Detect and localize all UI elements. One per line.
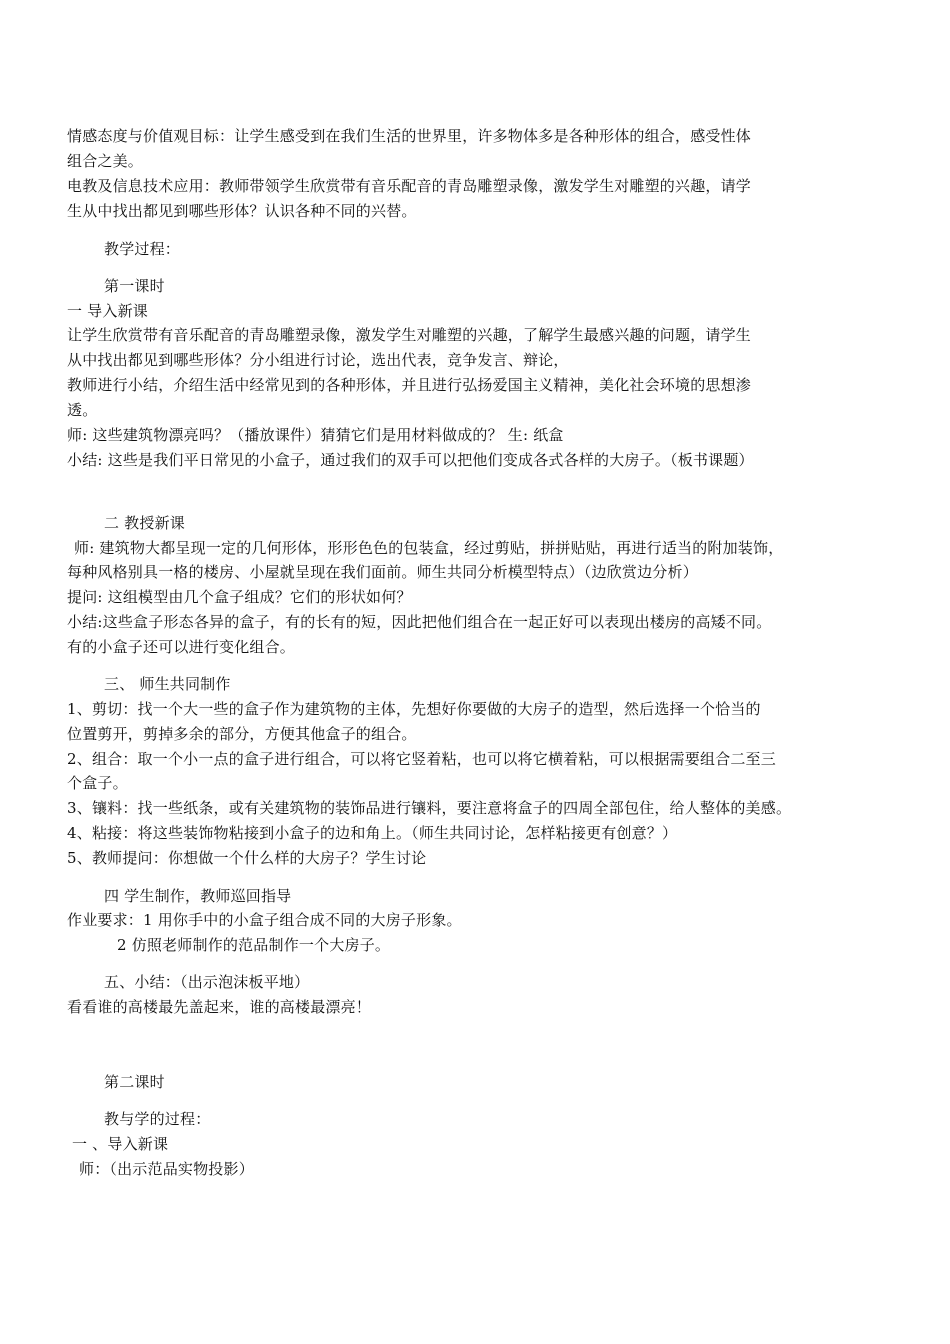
tech-line-1: 电教及信息技术应用：教师带领学生欣赏带有音乐配音的青岛雕塑录像，激发学生对雕塑的兴趣，请学 (67, 177, 752, 195)
make-step-2b: 个盒子。 (67, 774, 128, 792)
teach-summary-1: 小结:这些盒子形态各异的盒子，有的长有的短，因此把他们组合在一起正好可以表现出楼房的高矮不同。 (67, 613, 772, 631)
objective-line-2: 组合之美。 (67, 152, 144, 170)
make-step-3: 3、镶料：找一些纸条，或有关建筑物的装饰品进行镶料，要注意将盒子的四周全部包住，给人整体的美感。 (67, 799, 792, 817)
summary-line: 看看谁的高楼最先盖起来，谁的高楼最漂亮！ (67, 998, 372, 1016)
step-heading-intro-2: 一 、导入新课 (72, 1135, 169, 1153)
teach-line-1: 师: 建筑物大都呈现一定的几何形体，形形色色的包装盒，经过剪贴，拼拼贴贴，再进行适当的附加装饰， (74, 539, 784, 557)
step-heading-intro: 一 导入新课 (67, 302, 148, 320)
make-step-1b: 位置剪开，剪掉多余的部分，方便其他盒子的组合。 (67, 725, 417, 743)
make-step-5: 5、教师提问：你想做一个什么样的大房子？学生讨论 (67, 849, 427, 867)
objective-line-1: 情感态度与价值观目标：让学生感受到在我们生活的世界里，许多物体多是各种形体的组合，感受性体 (67, 127, 752, 145)
make-step-2a: 2、组合：取一个小一点的盒子进行组合，可以将它竖着粘，也可以将它横着粘，可以根据需要组合二至三 (67, 750, 776, 768)
step-heading-practice: 四 学生制作，教师巡回指导 (104, 887, 292, 905)
homework-line-2: 2 仿照老师制作的范品制作一个大房子。 (117, 936, 391, 954)
intro-line-1: 让学生欣赏带有音乐配音的青岛雕塑录像，激发学生对雕塑的兴趣，了解学生最感兴趣的问题，请学生 (67, 326, 752, 344)
intro-dialogue: 师: 这些建筑物漂亮吗？（播放课件）猜猜它们是用材料做成的？ 生: 纸盒 (67, 426, 564, 444)
step-heading-summary: 五、小结：（出示泡沫板平地） (104, 973, 310, 991)
intro-line-4: 透。 (67, 401, 98, 419)
homework-line-1: 作业要求：1 用你手中的小盒子组合成不同的大房子形象。 (67, 911, 462, 929)
step-heading-make: 三、 师生共同制作 (104, 675, 231, 693)
intro2-line-1: 师：（出示范品实物投影） (79, 1160, 254, 1178)
section-heading-process: 教学过程： (104, 240, 181, 258)
teach-question: 提问: 这组模型由几个盒子组成？它们的形状如何？ (67, 588, 412, 606)
intro-summary: 小结: 这些是我们平日常见的小盒子，通过我们的双手可以把他们变成各式各样的大房子。（板书课题） (67, 451, 754, 469)
intro-line-3: 教师进行小结，介绍生活中经常见到的各种形体，并且进行弘扬爱国主义精神，美化社会环境的思想渗 (67, 376, 752, 394)
intro-line-2: 从中找出都见到哪些形体？分小组进行讨论，选出代表，竞争发言、辩论， (67, 351, 569, 369)
step-heading-teach: 二 教授新课 (104, 514, 185, 532)
teach-summary-2: 有的小盒子还可以进行变化组合。 (67, 638, 296, 656)
lesson-heading-1: 第一课时 (104, 277, 165, 295)
lesson-heading-2: 第二课时 (104, 1073, 165, 1091)
section-heading-process-2: 教与学的过程： (104, 1110, 211, 1128)
tech-line-2: 生从中找出都见到哪些形体？认识各种不同的兴替。 (67, 202, 417, 220)
teach-line-2: 每种风格别具一格的楼房、小屋就呈现在我们面前。师生共同分析模型特点）（边欣赏边分析） (67, 563, 698, 581)
make-step-4: 4、粘接：将这些装饰物粘接到小盒子的边和角上。（师生共同讨论，怎样粘接更有创意？） (67, 824, 678, 842)
make-step-1a: 1、剪切：找一个大一些的盒子作为建筑物的主体，先想好你要做的大房子的造型，然后选择一个恰当的 (67, 700, 761, 718)
